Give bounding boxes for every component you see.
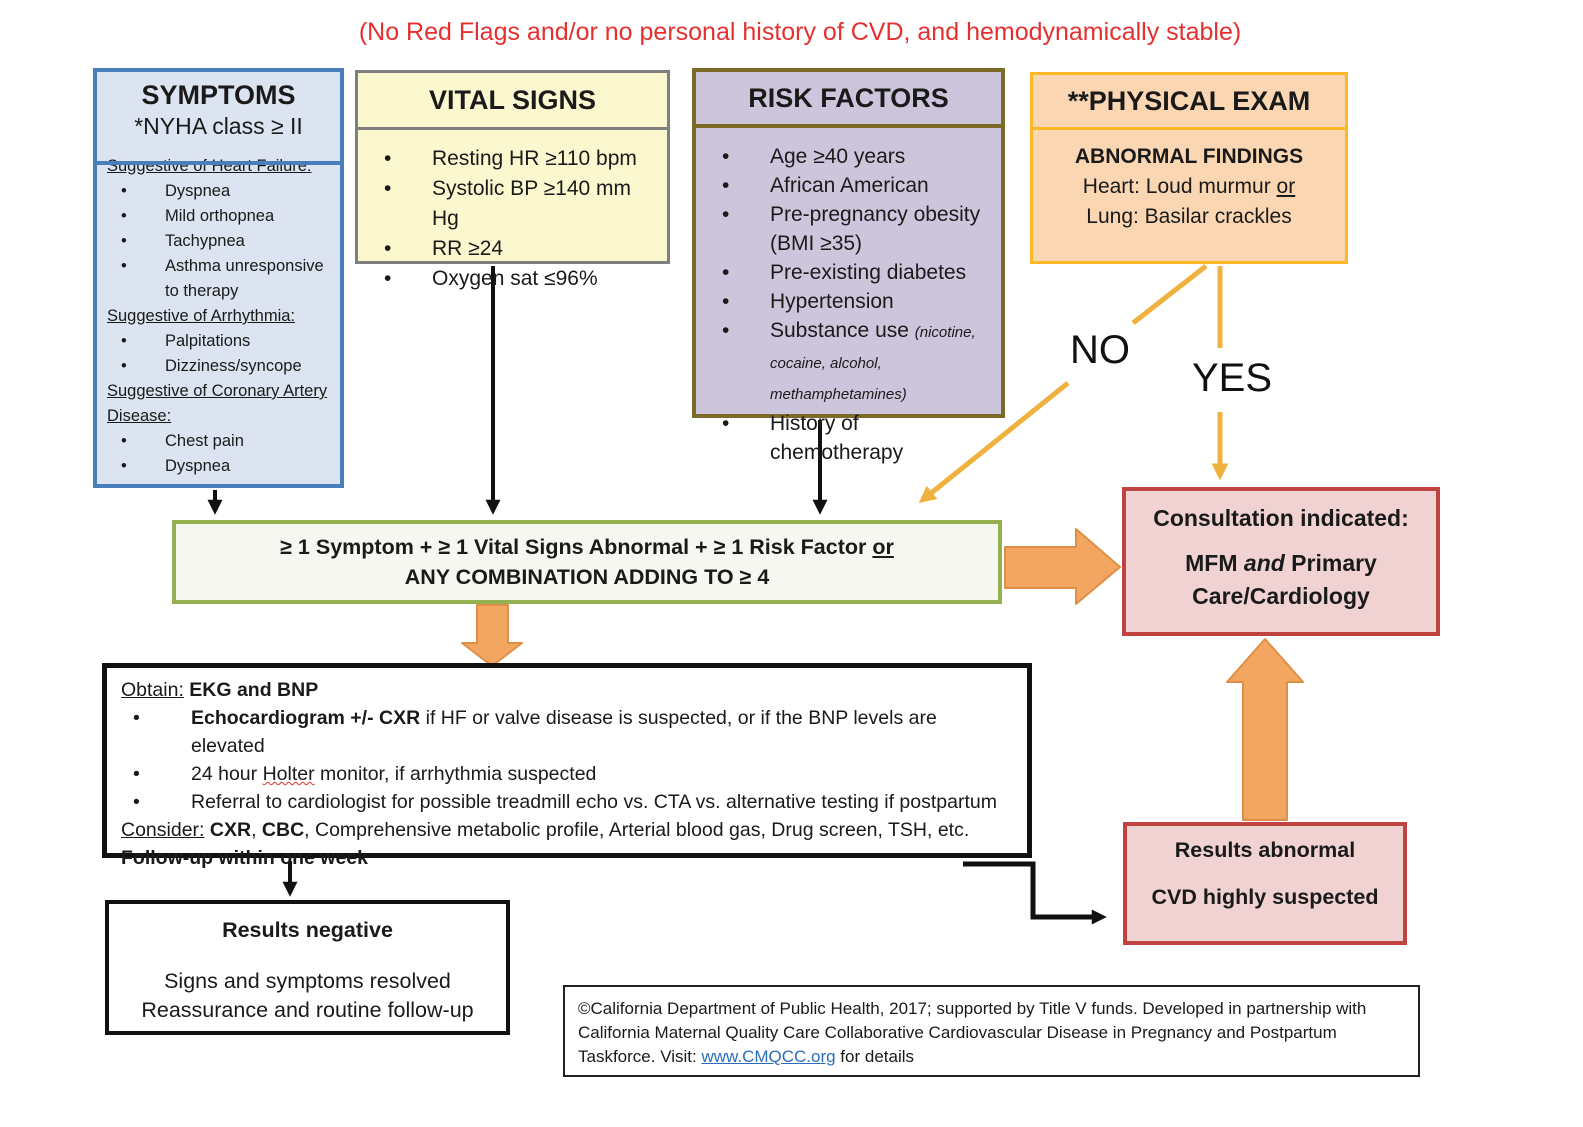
physical-exam-box [1030,72,1348,264]
vital-signs-list [364,144,661,294]
criteria-box [172,520,1002,604]
list-item: • Dizziness/syncope [107,354,332,379]
block-arrow-criteria-to-workup [462,605,522,666]
list-item: • Dyspnea [107,454,332,479]
list-item: • Mild orthopnea [107,204,332,229]
results-negative-title: Results negative [222,918,393,942]
heart-finding-text: Heart: Loud murmur [1082,175,1277,198]
consider-cbc: CBC [261,819,305,841]
list-item: • Hypertension [702,287,995,316]
obtain-value: EKG and BNP [183,679,319,701]
list-item: • Dyspnea [107,179,332,204]
list-item: • Chest pain [107,429,332,454]
symptoms-coronary-list [107,429,332,479]
symptoms-body [97,140,340,479]
footer-attribution-box [563,985,1420,1077]
list-item-echo [121,704,1013,760]
consider-line [121,816,1013,844]
results-abnormal-line2: CVD highly suspected [1151,885,1379,909]
risk-factors-list [702,142,995,467]
criteria-line1-text: ≥ 1 Symptom + ≥ 1 Vital Signs Abnormal + ≥ 1 Risk Factor [280,535,873,559]
consultation-box [1122,487,1440,636]
consultation-mfm: MFM [1185,550,1244,576]
symptoms-header-divider [97,72,340,165]
criteria-line2: ANY COMBINATION ADDING TO ≥ 4 [404,565,770,589]
results-abnormal-box [1123,822,1407,945]
symptoms-header: SYMPTOMS [141,80,296,110]
criteria-line1 [176,532,998,562]
symptoms-subheader: *NYHA class ≥ II [134,113,303,139]
heart-finding [1033,172,1345,202]
list-item: • African American [702,171,995,200]
page-title: (No Red Flags and/or no personal history of CVD, and hemodynamically stable) [358,18,1242,46]
risk-factors-body [696,128,1001,467]
list-item-referral: • Referral to cardiologist for possible treadmill echo vs. CTA vs. alternative testing if postpartum [121,788,1013,816]
block-arrow-abnormal-to-consultation [1227,639,1303,820]
consultation-line3: Care/Cardiology [1192,583,1370,609]
consider-cxr: CXR [204,819,252,841]
symptoms-section-coronary: Suggestive of Coronary Artery Disease: [107,382,328,425]
holter-post: monitor, if arrhythmia suspected [314,763,597,785]
echo-bold: Echocardiogram +/- CXR [191,707,421,729]
symptoms-box [93,68,344,488]
list-item-substance-use [702,316,995,409]
list-item: • Tachypnea [107,229,332,254]
heart-or: or [1276,175,1296,198]
footer-text: ©California Department of Public Health, 2017; supported by Title V funds. Developed in partnership with California Maternal Quality Care Collaborative Cardiovascular Disease in Pregnancy and Postpartum Taskforce. Visit: [578,999,1367,1066]
list-item: • Systolic BP ≥140 mm Hg [364,174,661,234]
list-item: • Resting HR ≥110 bpm [364,144,661,174]
results-abnormal-title: Results abnormal [1174,838,1356,862]
consider-sep: , [251,819,262,841]
list-item: • Palpitations [107,329,332,354]
list-item: • RR ≥24 [364,234,661,264]
criteria-or: or [872,535,894,559]
list-item: • Pre-existing diabetes [702,258,995,287]
echo-rest: if HF or valve disease is suspected, or if the BNP levels are elevated [191,707,937,757]
substance-use-label: Substance use [770,319,915,342]
results-negative-line1: Signs and symptoms resolved [164,969,451,993]
consultation-primary: Primary [1284,550,1377,576]
list-item: • Age ≥40 years [702,142,995,171]
block-arrow-criteria-to-consultation [1005,529,1120,604]
consultation-and: and [1243,550,1285,576]
vital-signs-box [355,70,670,290]
list-item: • Pre-pregnancy obesity (BMI ≥35) [702,200,995,258]
vital-signs-header: VITAL SIGNS [358,73,667,130]
list-item-holter [121,760,1013,788]
symptoms-section-arrhythmia: Suggestive of Arrhythmia: [107,307,296,325]
substance-use-detail: (nicotine, cocaine, alcohol, methamphetamines) [770,324,976,403]
consultation-line2 [1126,550,1436,577]
no-label: NO [1070,328,1130,372]
results-negative-box [105,900,510,1035]
workup-box [102,663,1032,869]
holter-pre: 24 hour [191,763,263,785]
lung-finding: Lung: Basilar crackles [1086,205,1292,228]
list-item: • Oxygen sat ≤96% [364,264,661,294]
footer-text-post: for details [835,1047,915,1066]
holter-word: Holter [262,763,315,785]
abnormal-findings-title: ABNORMAL FINDINGS [1074,145,1304,168]
symptoms-heart-failure-list [107,179,332,304]
vital-signs-body [358,130,667,294]
list-item: • History of chemotherapy [702,409,995,467]
line-no-upper [1133,266,1206,323]
obtain-line [121,676,1013,704]
workup-list [121,704,1013,816]
followup-line: Follow-up within one week [121,847,368,869]
yes-label: YES [1192,356,1273,400]
risk-factors-header: RISK FACTORS [696,72,1001,128]
cmqcc-link[interactable]: www.CMQCC.org [701,1047,836,1066]
consider-label: Consider: [121,819,205,841]
list-item: • Asthma unresponsive to therapy [107,254,332,304]
obtain-label: Obtain: [121,679,184,701]
consultation-title: Consultation indicated: [1153,505,1409,531]
physical-exam-body [1033,130,1345,232]
results-negative-line2: Reassurance and routine follow-up [141,998,474,1022]
symptoms-arrhythmia-list [107,329,332,379]
consider-rest: , Comprehensive metabolic profile, Arterial blood gas, Drug screen, TSH, etc. [304,819,970,841]
symptoms-section-heart-failure: Suggestive of Heart Failure: [107,157,312,175]
physical-exam-header: **PHYSICAL EXAM [1033,75,1345,130]
risk-factors-box [692,68,1005,464]
